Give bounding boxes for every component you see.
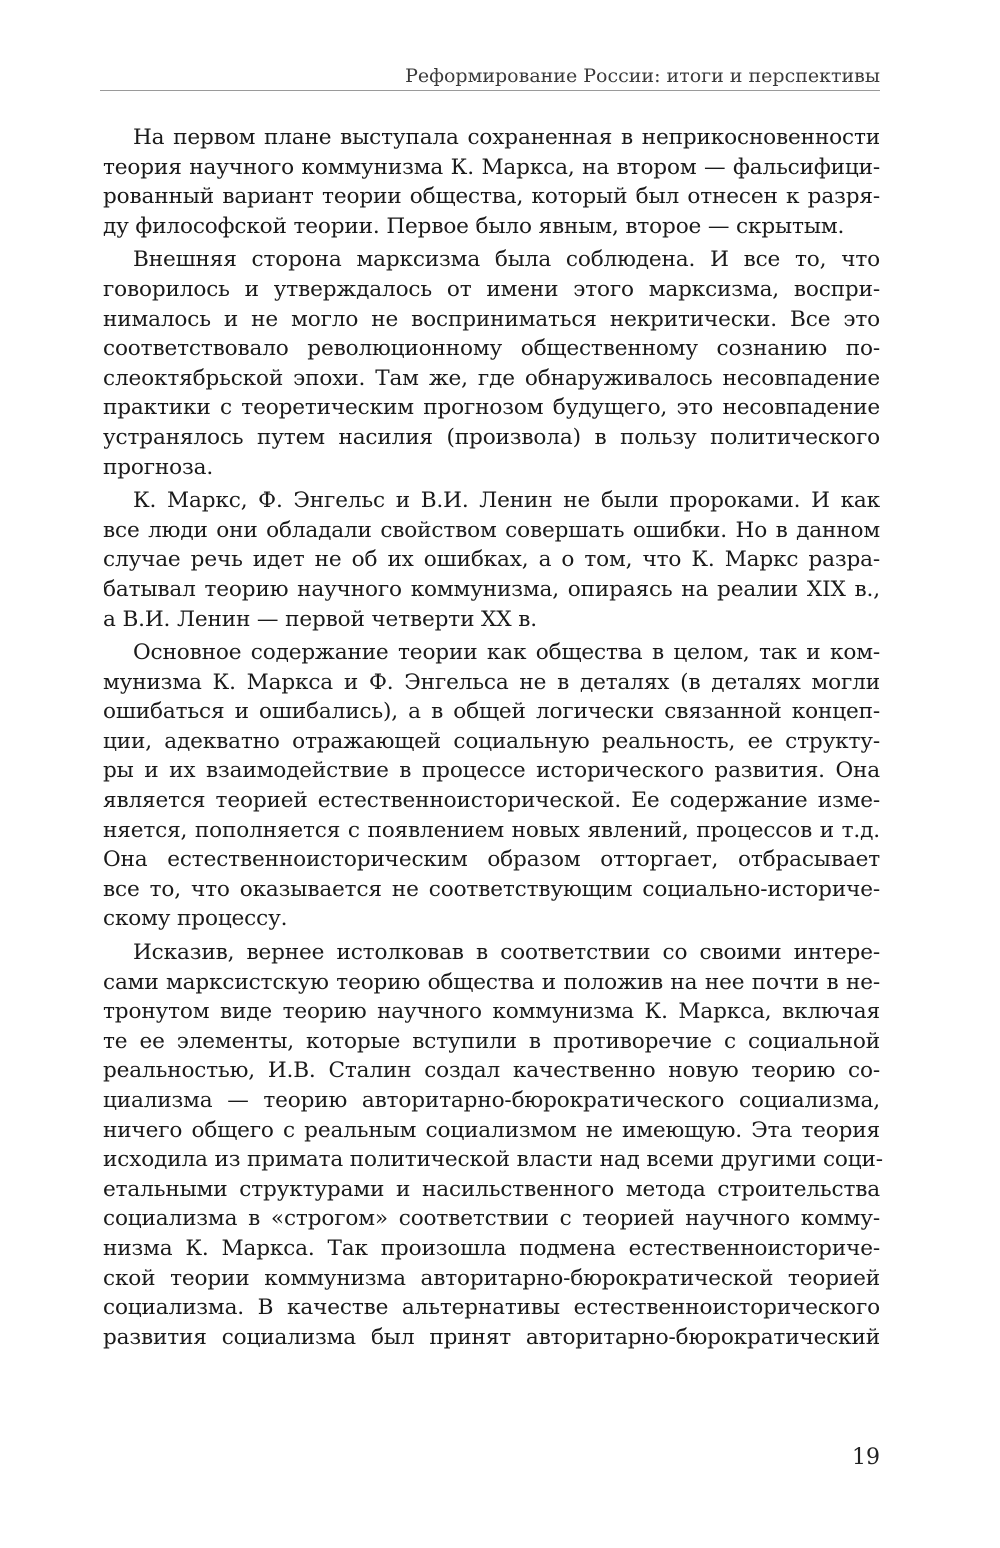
paragraph: [103, 938, 883, 1352]
text-line: социализма. В качестве альтернативы естественноисторического: [103, 1295, 880, 1321]
text-line: все то, что оказывается не соответствующим социально-историче-: [103, 876, 880, 902]
text-line: устранялось путем насилия (произвола) в пользу политического: [103, 424, 880, 450]
text-line: К. Маркс, Ф. Энгельс и В.И. Ленин не были пророками. И как: [133, 488, 880, 514]
paragraph: [103, 486, 880, 634]
text-line: ду философской теории. Первое было явным, второе — скрытым.: [103, 213, 845, 239]
text-line: прогноза.: [103, 454, 214, 480]
text-line: ошибаться и ошибались), а в общей логически связанной концеп-: [103, 699, 880, 725]
text-line: циализма — теорию авторитарно-бюрократического социализма,: [103, 1088, 880, 1113]
text-line: низма К. Маркса. Так произошла подмена естественноисториче-: [103, 1235, 880, 1261]
text-line: развития социализма был принят авторитарно-бюрократический: [103, 1324, 880, 1350]
text-line: ры и их взаимодействие в процессе исторического развития. Она: [103, 758, 880, 784]
text-line: На первом плане выступала сохраненная в неприкосновенности: [133, 125, 880, 150]
text-line: Исказив, вернее истолковав в соответствии со своими интере-: [133, 940, 880, 966]
text-line: Внешняя сторона марксизма была соблюдена. И все то, что: [133, 247, 880, 273]
body-text: [103, 123, 883, 1352]
text-line: етальными структурами и насильственного метода строительства: [103, 1176, 880, 1202]
text-line: слеоктябрьской эпохи. Там же, где обнаруживалось несовпадение: [103, 365, 880, 391]
text-line: соответствовало революционному общественному сознанию по-: [103, 336, 880, 362]
page-number: 19: [852, 1445, 880, 1470]
text-line: Основное содержание теории как общества в целом, так и ком-: [133, 640, 880, 666]
running-head: [100, 62, 880, 91]
text-line: нималось и не могло не восприниматься некритически. Все это: [103, 306, 880, 332]
text-line: ской теории коммунизма авторитарно-бюрократической теорией: [103, 1265, 880, 1291]
paragraph: [103, 245, 880, 482]
text-line: мунизма К. Маркса и Ф. Энгельса не в деталях (в деталях могли: [103, 669, 880, 695]
text-line: практики с теоретическим прогнозом будущего, это несовпадение: [103, 395, 880, 421]
text-line: сами марксистскую теорию общества и положив на нее почти в не-: [103, 969, 880, 995]
text-line: ции, адекватно отражающей социальную реальность, ее структу-: [103, 728, 880, 754]
text-line: тронутом виде теорию научного коммунизма К. Маркса, включая: [103, 999, 880, 1025]
text-line: теория научного коммунизма К. Маркса, на втором — фальсифици-: [103, 154, 880, 180]
text-line: реальностью, И.В. Сталин создал качественно новую теорию со-: [103, 1058, 880, 1084]
text-line: няется, пополняется с появлением новых явлений, процессов и т.д.: [103, 817, 880, 843]
running-head-title: Реформирование России: итоги и перспективы: [405, 65, 880, 87]
text-line: социализма в «строгом» соответствии с теорией научного комму-: [103, 1206, 880, 1232]
paragraph: [103, 638, 880, 934]
text-line: Она естественноисторическим образом отторгает, отбрасывает: [103, 847, 880, 873]
text-line: батывал теорию научного коммунизма, опираясь на реалии XIX в.,: [103, 576, 880, 602]
text-line: исходила из примата политической власти над всеми другими соци-: [103, 1147, 883, 1173]
text-line: говорилось и утверждалось от имени этого марксизма, воспри-: [103, 276, 880, 302]
text-line: скому процессу.: [103, 906, 288, 932]
text-line: случае речь идет не об их ошибках, а о том, что К. Маркс разра-: [103, 547, 880, 573]
text-line: рованный вариант теории общества, который был отнесен к разря-: [103, 184, 880, 210]
paragraph: [103, 123, 880, 241]
text-line: те ее элементы, которые вступили в противоречие с социальной: [103, 1028, 880, 1054]
text-line: все люди они обладали свойством совершать ошибки. Но в данном: [103, 517, 880, 543]
text-line: а В.И. Ленин — первой четверти XX в.: [103, 606, 537, 632]
text-line: является теорией естественноисторической. Ее содержание изме-: [103, 788, 880, 814]
text-line: ничего общего с реальным социализмом не имеющую. Эта теория: [103, 1117, 880, 1143]
